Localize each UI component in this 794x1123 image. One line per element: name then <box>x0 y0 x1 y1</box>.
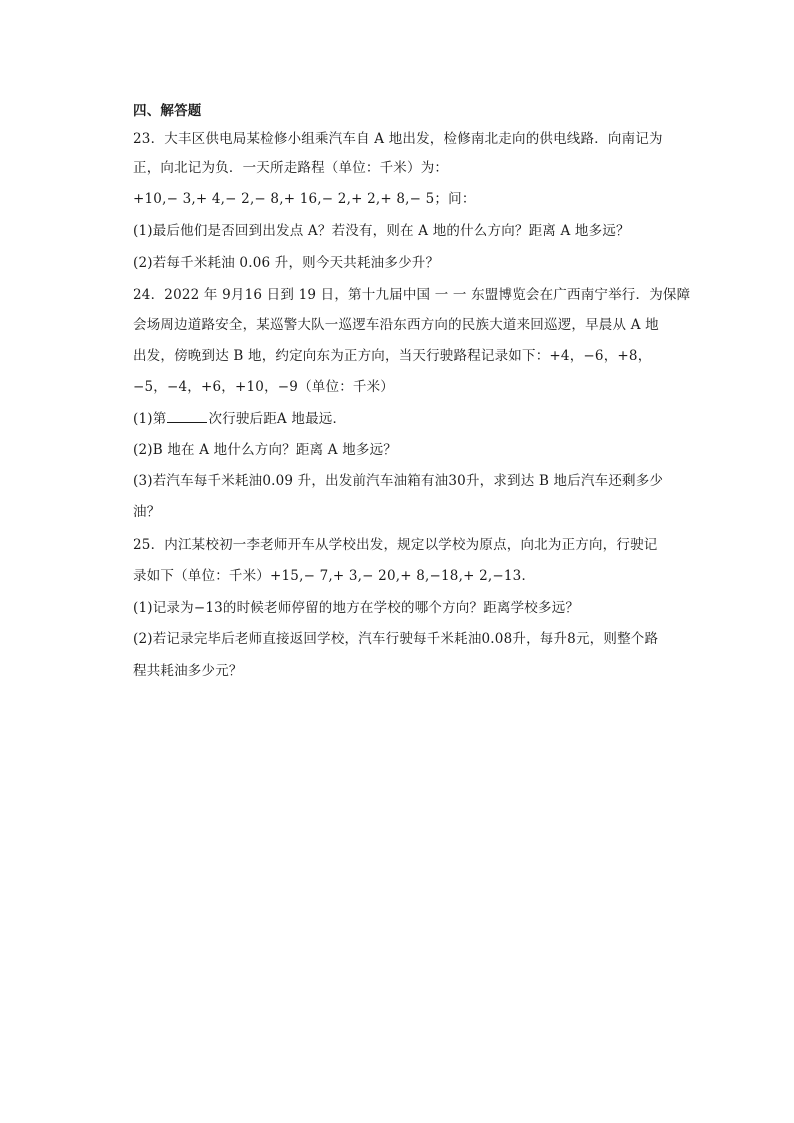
q24-part-3-line-1: (3)若汽车每千米耗油0.09 升，出发前汽车油箱有油30升，求到达 B 地后汽车还剩多少 <box>133 473 664 489</box>
q24-stem-line-3: 出发，傍晚到达 B 地，约定向东为正方向，当天行驶路程记录如下：+4，−6，+8， <box>133 348 652 364</box>
q24-part-2: (2)B 地在 A 地什么方向？距离 A 地多远？ <box>133 442 397 458</box>
answer-blank[interactable] <box>167 408 207 423</box>
section-heading: 四、解答题 <box>133 103 202 119</box>
q25-part-1: (1)记录为−13的时候老师停留的地方在学校的哪个方向？距离学校多远？ <box>133 600 580 616</box>
q25-stem-line-2: 录如下（单位：千米）+15,− 7,+ 3,− 20,+ 8,−18,+ 2,−13． <box>133 568 536 584</box>
q25-part-2-line-1: (2)若记录完毕后老师直接返回学校，汽车行驶每千米耗油0.08升，每升8元，则整个路 <box>133 631 659 647</box>
q24-part-1-suffix: 次行驶后距A 地最远． <box>208 411 347 427</box>
q23-stem-line-1: 23．大丰区供电局某检修小组乘汽车自 A 地出发，检修南北走向的供电线路．向南记为 <box>133 131 663 147</box>
q24-part-3-line-2: 油？ <box>133 504 161 520</box>
q24-stem-line-2: 会场周边道路安全，某巡警大队一巡逻车沿东西方向的民族大道来回巡逻，早晨从 A 地 <box>133 317 659 333</box>
q24-stem-line-4: −5，−4，+6，+10，−9（单位：千米） <box>133 379 394 395</box>
q25-part-2-line-2: 程共耗油多少元？ <box>133 663 243 679</box>
q24-stem-line-1: 24．2022 年 9月16 日到 19 日，第十九届中国 一 一 东盟博览会在广西南宁举行．为保障 <box>133 287 691 303</box>
q25-stem-line-1: 25．内江某校初一李老师开车从学校出发，规定以学校为原点，向北为正方向，行驶记 <box>133 537 658 553</box>
q24-part-1 <box>133 408 673 429</box>
q23-distance-list: +10,− 3,+ 4,− 2,− 8,+ 16,− 2,+ 2,+ 8,− 5；问： <box>133 191 476 207</box>
q24-part-1-prefix: (1)第 <box>133 411 167 427</box>
q23-part-2: (2)若每千米耗油 0.06 升，则今天共耗油多少升？ <box>133 255 440 271</box>
q23-part-1: (1)最后他们是否回到出发点 A？若没有，则在 A 地的什么方向？距离 A 地多远？ <box>133 223 630 239</box>
q23-stem-line-2: 正，向北记为负．一天所走路程（单位：千米）为： <box>133 160 449 176</box>
